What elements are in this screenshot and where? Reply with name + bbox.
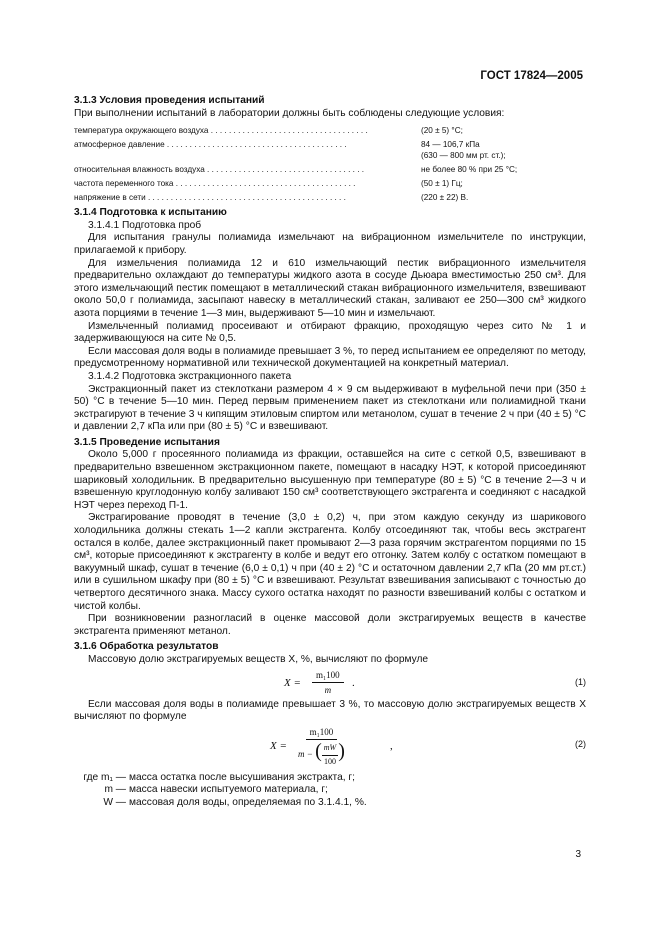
definition-symbol: где m₁ — xyxy=(83,771,126,783)
paragraph: Экстрагирование проводят в течение (3,0 ± 0,2) ч, при этом каждую секунду из шарикового холодильника должны стекать 1—2 капли экстрагента. Колбу отсоединяют так, чтобы весь экстрагент остался в колбе, далее экстракционный пакет промывают 2—3 раза горячим экстрагентом порциями по 15 см³, которые присоединяют к экстрагенту в колбе и ведут его отгонку. Затем колбу с остатком помещают в вакуумный шкаф, сушат в течение (6,0 ± 0,1) ч при (40 ± 2) °С и остаточном давлении 2,7 кПа (20 мм рт.ст.) или в сушильном шкафу при (80 ± 5) °С и взвешивают. Результат взвешивания записывают с точностью до четвертого десятичного знака. Массу сухого остатка находят по разности взвешиваний колбы с остатком и чистой колбы. xyxy=(74,512,586,612)
section-3-1-3-heading: 3.1.3 Условия проведения испытаний xyxy=(74,95,265,106)
section-3-1-4-heading: 3.1.4 Подготовка к испытанию xyxy=(74,207,227,219)
condition-value: не более 80 % при 25 °С; xyxy=(421,165,518,175)
condition-label: частота переменного тока xyxy=(74,179,174,189)
definition-text: масса навески испытуемого материала, г; xyxy=(129,784,328,796)
paragraph: Экстракционный пакет из стеклоткани размером 4 × 9 см выдерживают в муфельной печи при (350 ± 50) °С в течение 5—10 мин. Перед первым применением пакет из стеклоткани или полиамидной ткани экстрагируют в течение 3 ч кипящим этиловым спиртом или метанолом, сушат в течение 2 ч при (40 ± 5) °С и давлении 2,7 кПа или при (80 ± 5) °С и взвешивают. xyxy=(74,383,586,433)
formula-denominator: m − ( $\frac{mW}{100}$ ) xyxy=(298,740,345,768)
definition-text: масса остатка после высушивания экстракта, г; xyxy=(129,771,355,783)
paragraph: Массовую долю экстрагируемых веществ X, %, вычисляют по формуле xyxy=(88,653,429,665)
paragraph: Около 5,000 г просеянного полиамида из фракции, оставшейся на сите с сеткой 0,5, взвешивают в предварительно взвешенном экстракционном пакете, помещают в насадку НЭТ, к которой присоединяют шариковый холодильник. В предварительно высушенную при температуре (80 ± 5) °С в течение 2—3 ч и взвешенную круглодонную колбу заливают 150 см³ соответствующего экстрагента и соединяют с насадкой НЭТ через переход П-1. xyxy=(74,449,586,511)
page-number: 3 xyxy=(575,849,581,860)
inner-fraction xyxy=(322,742,338,768)
condition-label: атмосферное давление xyxy=(74,140,165,150)
condition-row: относительная влажность воздуха . . . . . . . . . . . . . . . . . . . . . . . . . . . . . . . . . . . не более 80 % при 25 °С; xyxy=(74,164,586,175)
formula-numerator: m₁100 xyxy=(312,669,344,684)
condition-value: (50 ± 1) Гц; xyxy=(421,179,463,189)
paragraph: Если массовая доля воды в полиамиде превышает 3 %, то массовую долю экстрагируемых веществ X вычисляют по формуле xyxy=(74,698,586,723)
formula-lhs: X = xyxy=(284,676,301,689)
formula-1 xyxy=(74,667,586,699)
definition-row xyxy=(74,797,586,810)
conditions-table xyxy=(74,125,586,203)
formula-lhs: X = xyxy=(270,739,287,752)
paragraph: Если массовая доля воды в полиамиде превышает 3 %, то перед испытанием ее определяют по методу, предусмотренному нормативной или технической документацией на конкретный материал. xyxy=(74,345,586,370)
condition-row: частота переменного тока . . . . . . . . . . . . . . . . . . . . . . . . . . . . . . . . . . . . . . . . (50 ± 1) Гц; xyxy=(74,178,586,189)
formula-number: (2) xyxy=(575,738,586,749)
condition-value: (220 ± 22) В. xyxy=(421,193,469,203)
condition-label: напряжение в сети xyxy=(74,193,146,203)
condition-label: температура окружающего воздуха xyxy=(74,126,209,136)
formula-tail: . xyxy=(352,676,355,689)
formula-fraction xyxy=(312,669,344,697)
condition-value: (20 ± 5) °С; xyxy=(421,126,463,136)
document-body xyxy=(74,95,586,810)
paragraph: Измельченный полиамид просеивают и отбирают фракцию, проходящую через сито № 1 и задерживающуюся на сите № 0,5. xyxy=(74,320,586,345)
formula-number: (1) xyxy=(575,676,586,687)
condition-row: атмосферное давление . . . . . . . . . . . . . . . . . . . . . . . . . . . . . . . . . . . . . . . . 84 — 106,7 кПа (630 — 800 мм рт. ст.); xyxy=(74,140,506,161)
definition-row xyxy=(74,784,586,797)
paragraph: Для измельчения полиамида 12 и 610 измельчающий пестик вибрационного измельчителя предварительно охлаждают до температуры жидкого азота в сосуде Дьюара вместимостью 250 см³. Для этого измельчающий пестик помещают в металлический стакан вибрационного измельчителя, взвешивают около 50,0 г полиамида, засыпают навеску в металлический стакан, заливают ее 250—300 см³ жидкого азота порциями в течение 1—3 мин, выдерживают 5—10 мин и измельчают. xyxy=(74,257,586,319)
subsection-3-1-4-1: 3.1.4.1 Подготовка проб xyxy=(88,219,202,231)
inner-numerator: mW xyxy=(322,742,338,756)
definition-symbol: m — xyxy=(104,784,126,796)
denominator-prefix: m − xyxy=(298,749,313,760)
condition-row: температура окружающего воздуха . . . . . . . . . . . . . . . . . . . . . . . . . . . . . . . . . . . (20 ± 5) °С; xyxy=(74,125,586,136)
condition-label: относительная влажность воздуха xyxy=(74,165,205,175)
condition-value-alt: (630 — 800 мм рт. ст.); xyxy=(421,151,506,161)
formula-denominator: m xyxy=(324,685,332,696)
condition-value: 84 — 106,7 кПа xyxy=(421,140,480,150)
condition-row: напряжение в сети . . . . . . . . . . . . . . . . . . . . . . . . . . . . . . . . . . . . . . . . . . . . (220 ± 22) В. xyxy=(74,192,586,203)
formula-fraction xyxy=(298,726,345,769)
formula-numerator: m₁100 xyxy=(306,726,338,741)
definition-row xyxy=(74,772,586,785)
conditions-intro: При выполнении испытаний в лаборатории должны быть соблюдены следующие условия: xyxy=(74,107,505,119)
section-3-1-6-heading: 3.1.6 Обработка результатов xyxy=(74,641,219,653)
formula-2 xyxy=(74,724,586,768)
paragraph: При возникновении разногласий в оценке массовой доли экстрагируемых веществ в качестве экстрагента применяют метанол. xyxy=(74,613,586,637)
paragraph: Для испытания гранулы полиамида измельчают на вибрационном измельчителе по инструкции, прилагаемой к прибору. xyxy=(74,232,586,256)
standard-code: ГОСТ 17824—2005 xyxy=(480,70,583,82)
subsection-3-1-4-2: 3.1.4.2 Подготовка экстракционного пакета xyxy=(88,370,292,382)
section-3-1-5-heading: 3.1.5 Проведение испытания xyxy=(74,436,220,448)
formula-tail: , xyxy=(390,739,393,752)
variable-definitions xyxy=(74,772,586,810)
inner-denominator: 100 xyxy=(323,756,336,766)
definition-symbol: W — xyxy=(103,796,126,808)
definition-text: массовая доля воды, определяемая по 3.1.4.1, %. xyxy=(129,796,367,808)
